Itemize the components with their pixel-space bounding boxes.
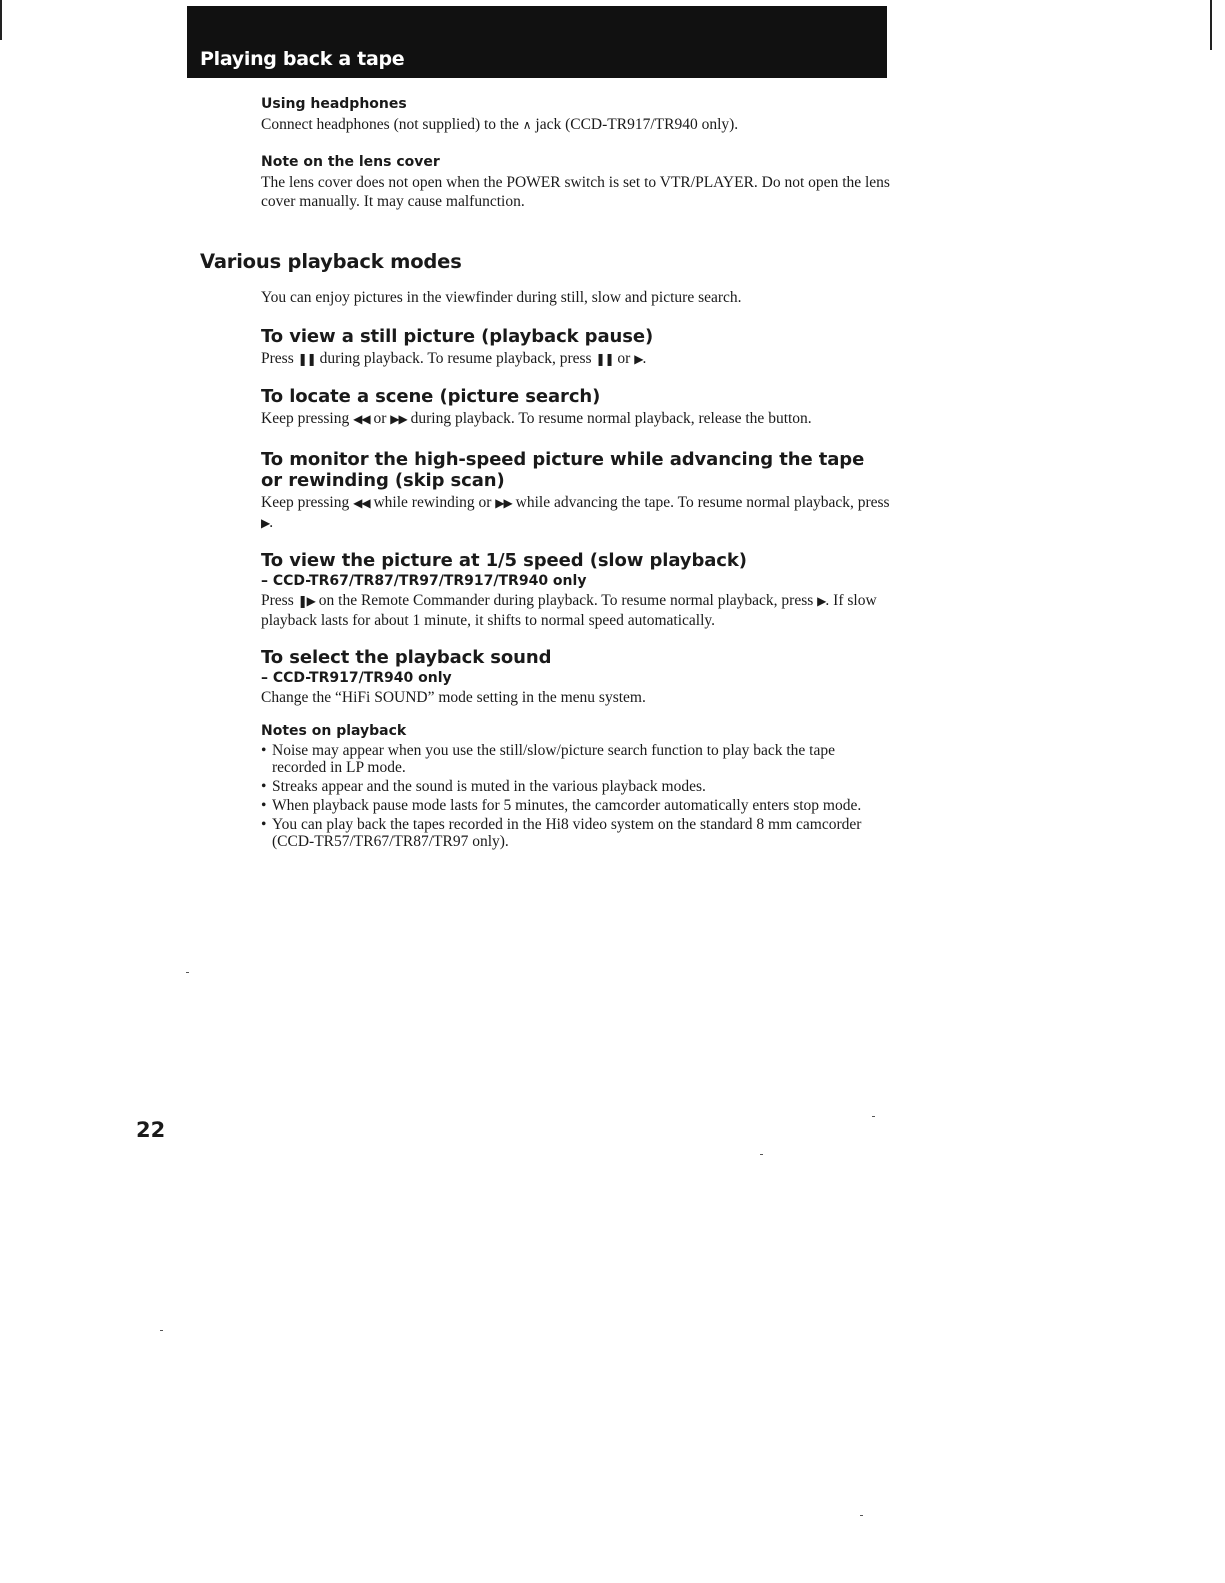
- lens-cover-text: The lens cover does not open when the POWER switch is set to VTR/PLAYER. Do not open the lens cover manually. It may cause malfunction.: [261, 174, 890, 210]
- text-part: or: [613, 350, 635, 367]
- chapter-header-bar: [187, 6, 887, 78]
- playback-sound-models: – CCD-TR917/TR940 only: [261, 670, 452, 686]
- bullet-icon: •: [261, 778, 267, 795]
- text-part: Keep pressing: [261, 494, 354, 511]
- slow-playback-section: [261, 550, 891, 630]
- text-part: Keep pressing: [261, 410, 354, 427]
- text-part: or: [369, 410, 391, 427]
- rewind-icon: ◀◀: [353, 496, 370, 510]
- text-part: . If slow playback lasts for about 1 minute, it shifts to normal speed automatically.: [261, 592, 877, 629]
- intro-text: You can enjoy pictures in the viewfinder during still, slow and picture search.: [261, 289, 742, 306]
- notes-list: [261, 742, 891, 850]
- note-text: When playback pause mode lasts for 5 minutes, the camcorder automatically enters stop mode.: [272, 797, 862, 814]
- playback-modes: [261, 288, 891, 852]
- text-part: during playback. To resume playback, press: [315, 350, 596, 367]
- text-part: Press: [261, 350, 298, 367]
- note-text: Streaks appear and the sound is muted in the various playback modes.: [272, 778, 706, 795]
- scan-speck: [760, 1154, 763, 1155]
- headphones-text-part: jack (CCD-TR917/TR940 only).: [531, 116, 739, 133]
- playback-sound-heading: To select the playback sound: [261, 647, 552, 668]
- notes-heading: Notes on playback: [261, 723, 407, 739]
- headphones-text-part: Connect headphones (not supplied) to the: [261, 116, 523, 133]
- scan-edge-left: [0, 0, 2, 40]
- list-item: [261, 797, 891, 814]
- lens-cover-section: [261, 154, 891, 211]
- skip-scan-heading: To monitor the high-speed picture while advancing the tape or rewinding (skip scan): [261, 449, 865, 491]
- text-part: while advancing the tape. To resume normal playback, press: [511, 494, 890, 511]
- notes-section: [261, 723, 891, 850]
- note-text: Noise may appear when you use the still/slow/picture search function to play back the tape recorded in LP mode.: [272, 742, 835, 776]
- headphones-section: [261, 96, 891, 135]
- scan-speck: [160, 1330, 163, 1331]
- search-text: [261, 409, 891, 429]
- headphone-jack-icon: ∧: [522, 118, 532, 132]
- page-number: 22: [136, 1118, 166, 1142]
- text-part: Press: [261, 592, 298, 609]
- scan-edge-right: [1210, 0, 1212, 50]
- play-icon: ▶: [817, 594, 826, 608]
- chapter-title: Playing back a tape: [200, 48, 405, 70]
- playback-sound-section: [261, 647, 891, 707]
- upper-notes: [261, 96, 891, 211]
- slow-play-icon: ❚▶: [297, 594, 315, 608]
- slow-playback-text: [261, 591, 891, 630]
- section-title: Various playback modes: [200, 250, 462, 273]
- note-text: You can play back the tapes recorded in the Hi8 video system on the standard 8 mm camcorder (CCD-TR57/TR67/TR87/TR97 only).: [272, 816, 862, 850]
- bullet-icon: •: [261, 742, 267, 759]
- fast-forward-icon: ▶▶: [390, 412, 407, 426]
- list-item: [261, 816, 891, 850]
- rewind-icon: ◀◀: [353, 412, 370, 426]
- text-part: while rewinding or: [369, 494, 496, 511]
- scan-speck: [860, 1515, 863, 1516]
- skip-scan-text: [261, 493, 891, 533]
- slow-playback-models: – CCD-TR67/TR87/TR97/TR917/TR940 only: [261, 573, 587, 589]
- list-item: [261, 778, 891, 795]
- text-part: on the Remote Commander during playback. To resume normal playback, press: [314, 592, 818, 609]
- fast-forward-icon: ▶▶: [495, 496, 512, 510]
- play-icon: ▶: [634, 352, 643, 366]
- bullet-icon: •: [261, 797, 267, 814]
- headphones-text: [261, 115, 891, 135]
- pause-icon: ❚❚: [595, 352, 614, 366]
- still-section: [261, 326, 891, 369]
- skip-scan-section: [261, 449, 891, 533]
- pause-icon: ❚❚: [297, 352, 316, 366]
- list-item: [261, 742, 891, 776]
- playback-sound-text: Change the “HiFi SOUND” mode setting in the menu system.: [261, 689, 646, 706]
- search-section: [261, 386, 891, 429]
- still-heading: To view a still picture (playback pause): [261, 326, 654, 347]
- scan-speck: [872, 1116, 875, 1117]
- still-text: [261, 349, 891, 369]
- headphones-heading: Using headphones: [261, 96, 407, 112]
- play-icon: ▶: [261, 516, 270, 530]
- lens-cover-heading: Note on the lens cover: [261, 154, 440, 170]
- bullet-icon: •: [261, 816, 267, 833]
- text-part: during playback. To resume normal playback, release the button.: [406, 410, 812, 427]
- text-part: .: [642, 350, 647, 367]
- slow-playback-heading: To view the picture at 1/5 speed (slow playback): [261, 550, 747, 571]
- scan-speck: [186, 972, 189, 973]
- text-part: .: [269, 514, 274, 531]
- search-heading: To locate a scene (picture search): [261, 386, 601, 407]
